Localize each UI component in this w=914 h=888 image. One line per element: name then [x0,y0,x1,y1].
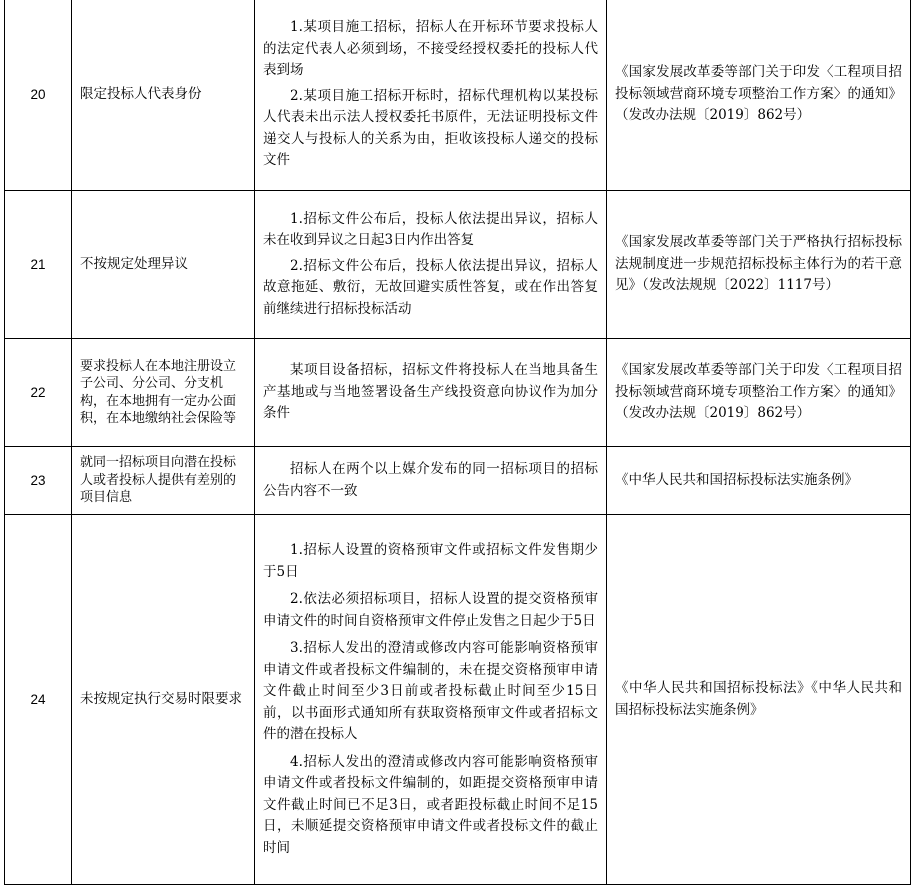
table-row [5,0,911,191]
table-row [5,447,911,515]
legal-basis: 《国家发展改革委等部门关于严格执行招标投标法规制度进一步规范招标投标主体行为的若干意见》（发改法规规〔2022〕1117号） [607,191,911,339]
legal-basis: 《中华人民共和国招标投标法实施条例》 [607,447,911,515]
example-paragraph: 2.依法必须招标项目，招标人设置的提交资格预审申请文件的时间自资格预审文件停止发售之日起少于5日 [263,591,598,629]
row-number: 24 [5,515,72,885]
example-paragraph: 2.某项目施工招标开标时，招标代理机构以某投标人代表未出示法人授权委托书原件，无法证明投标文件递交人与投标人的关系为由，拒收该投标人递交的投标文件 [263,87,598,169]
example-paragraph: 3.招标人发出的澄清或修改内容可能影响资格预审申请文件或者投标文件编制的，未在提交资格预审申请文件截止时间至少3日前或者投标截止时间至少15日前，以书面形式通知所有获取资格预审文件或者招标文件的潜在投标人 [263,640,598,742]
example-paragraph: 某项目设备招标，招标文件将投标人在当地具备生产基地或与当地签署设备生产线投资意向协议作为加分条件 [263,362,598,422]
example-cell [255,0,607,191]
example-paragraph: 招标人在两个以上媒介发布的同一招标项目的招标公告内容不一致 [263,461,598,499]
regulation-table [4,0,911,885]
table-row [5,515,911,885]
example-cell [255,515,607,885]
example-paragraph: 1.招标文件公布后，投标人依法提出异议，招标人未在收到异议之日起3日内作出答复 [263,210,598,249]
example-cell [255,447,607,515]
example-paragraph: 2.招标文件公布后，投标人依法提出异议，招标人故意拖延、敷衍，无故回避实质性答复，或在作出答复前继续进行招标投标活动 [263,257,598,317]
example-paragraph: 4.招标人发出的澄清或修改内容可能影响资格预审申请文件或者投标文件编制的，如距提交资格预审申请文件截止时间已不足3日，或者距投标截止时间不足15日，未顺延提交资格预审申请文件或者投标文件的截止时间 [263,753,598,856]
violation-category: 不按规定处理异议 [72,191,255,339]
example-cell [255,191,607,339]
legal-basis: 《国家发展改革委等部门关于印发〈工程项目招投标领域营商环境专项整治工作方案〉的通知》（发改办法规〔2019〕862号） [607,339,911,447]
row-number: 20 [5,0,72,191]
violation-category: 未按规定执行交易时限要求 [72,515,255,885]
table-row [5,191,911,339]
example-paragraph: 1.某项目施工招标，招标人在开标环节要求投标人的法定代表人必须到场，不接受经授权委托的投标人代表到场 [263,19,598,79]
row-number: 21 [5,191,72,339]
row-number: 23 [5,447,72,515]
example-cell [255,339,607,447]
legal-basis: 《中华人民共和国招标投标法》《中华人民共和国招标投标法实施条例》 [607,515,911,885]
violation-category: 就同一招标项目向潜在投标人或者投标人提供有差别的项目信息 [72,447,255,515]
violation-category: 要求投标人在本地注册设立子公司、分公司、分支机构，在本地拥有一定办公面积，在本地缴纳社会保险等 [72,339,255,447]
violation-category: 限定投标人代表身份 [72,0,255,191]
legal-basis: 《国家发展改革委等部门关于印发〈工程项目招投标领域营商环境专项整治工作方案〉的通知》（发改办法规〔2019〕862号） [607,0,911,191]
example-paragraph: 1.招标人设置的资格预审文件或招标文件发售期少于5日 [263,542,598,580]
row-number: 22 [5,339,72,447]
table-row [5,339,911,447]
